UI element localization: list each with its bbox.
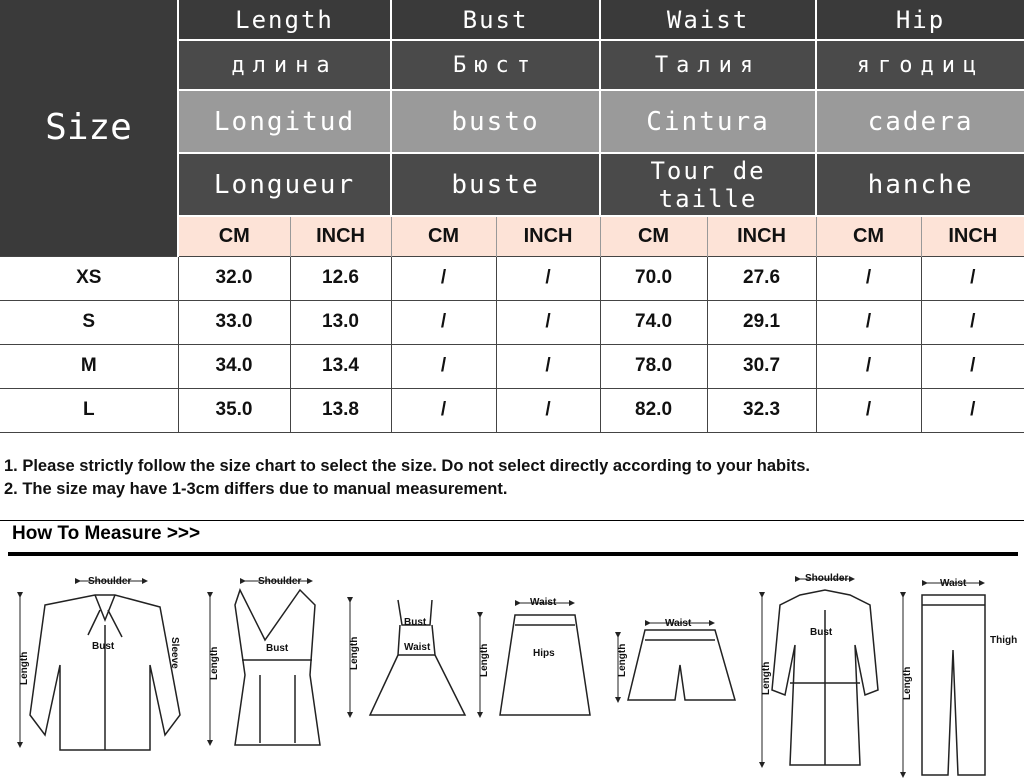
- table-cell: /: [816, 344, 921, 388]
- shorts-figure: [628, 630, 735, 700]
- table-row: [0, 344, 1024, 388]
- col-title-length: Length: [178, 0, 391, 40]
- table-cell: 30.7: [707, 344, 816, 388]
- coat-figure: [772, 590, 878, 765]
- section-divider: [0, 520, 1024, 521]
- label-shoulder: Shoulder: [805, 573, 849, 584]
- table-cell: 12.6: [290, 256, 391, 300]
- label-waist: Waist: [530, 597, 557, 608]
- table-cell: 13.8: [290, 388, 391, 432]
- unit-cell: CM: [816, 216, 921, 256]
- table-cell: 82.0: [600, 388, 707, 432]
- table-cell: /: [816, 300, 921, 344]
- table-cell: /: [921, 388, 1024, 432]
- label-length: Length: [19, 651, 30, 685]
- label-shoulder: Shoulder: [88, 576, 132, 587]
- label-waist: Waist: [940, 578, 967, 589]
- label-length: Length: [479, 643, 490, 677]
- label-bust: Bust: [266, 643, 289, 654]
- col-fr-hip: hanche: [816, 153, 1024, 216]
- label-length: Length: [617, 643, 628, 677]
- col-fr-length: Longueur: [178, 153, 391, 216]
- table-cell: /: [921, 344, 1024, 388]
- title-underline: [8, 552, 1018, 556]
- table-row: [0, 300, 1024, 344]
- size-label: XS: [0, 256, 178, 300]
- unit-cell: INCH: [290, 216, 391, 256]
- table-cell: /: [391, 300, 496, 344]
- label-bust: Bust: [810, 627, 833, 638]
- col-fr-waist: Tour de taille: [600, 153, 816, 216]
- table-cell: /: [496, 388, 600, 432]
- measure-illustrations: [0, 565, 1024, 783]
- label-thigh: Thigh: [990, 635, 1018, 646]
- table-cell: 32.0: [178, 256, 290, 300]
- table-cell: /: [816, 256, 921, 300]
- table-cell: 34.0: [178, 344, 290, 388]
- label-bust: Bust: [404, 617, 427, 628]
- unit-cell: INCH: [707, 216, 816, 256]
- label-sleeve: Sleeve: [169, 637, 180, 669]
- col-ru-waist: Талия: [600, 40, 816, 90]
- table-row: [0, 388, 1024, 432]
- size-header: Size: [0, 0, 178, 256]
- label-length: Length: [349, 636, 360, 670]
- col-title-bust: Bust: [391, 0, 600, 40]
- table-cell: /: [391, 256, 496, 300]
- table-cell: 13.4: [290, 344, 391, 388]
- table-cell: 27.6: [707, 256, 816, 300]
- table-cell: /: [496, 344, 600, 388]
- table-row: [0, 256, 1024, 300]
- label-length: Length: [761, 661, 772, 695]
- label-bust: Bust: [92, 641, 115, 652]
- table-cell: /: [391, 344, 496, 388]
- unit-cell: CM: [600, 216, 707, 256]
- how-to-measure-title: How To Measure >>>: [12, 523, 201, 544]
- jeans-figure: [922, 595, 985, 775]
- col-es-length: Longitud: [178, 90, 391, 153]
- table-cell: /: [816, 388, 921, 432]
- table-cell: 13.0: [290, 300, 391, 344]
- table-cell: /: [496, 256, 600, 300]
- table-cell: /: [921, 300, 1024, 344]
- unit-cell: CM: [391, 216, 496, 256]
- col-es-bust: busto: [391, 90, 600, 153]
- col-title-waist: Waist: [600, 0, 816, 40]
- table-cell: /: [496, 300, 600, 344]
- label-length: Length: [209, 646, 220, 680]
- table-cell: 70.0: [600, 256, 707, 300]
- col-title-hip: Hip: [816, 0, 1024, 40]
- table-cell: 33.0: [178, 300, 290, 344]
- size-label: L: [0, 388, 178, 432]
- note-2: 2. The size may have 1-3cm differs due to manual measurement.: [4, 480, 508, 498]
- col-fr-bust: buste: [391, 153, 600, 216]
- col-es-waist: Cintura: [600, 90, 816, 153]
- shirt-figure: [30, 595, 180, 750]
- skirt-figure: [500, 615, 590, 715]
- table-cell: 32.3: [707, 388, 816, 432]
- label-shoulder: Shoulder: [258, 576, 302, 587]
- note-1: 1. Please strictly follow the size chart to select the size. Do not select directly according to your habits.: [4, 457, 810, 475]
- table-cell: /: [391, 388, 496, 432]
- unit-cell: CM: [178, 216, 290, 256]
- unit-cell: INCH: [921, 216, 1024, 256]
- table-cell: 29.1: [707, 300, 816, 344]
- size-label: M: [0, 344, 178, 388]
- col-es-hip: cadera: [816, 90, 1024, 153]
- label-length: Length: [902, 666, 913, 700]
- table-cell: 35.0: [178, 388, 290, 432]
- table-cell: /: [921, 256, 1024, 300]
- label-waist: Waist: [404, 642, 431, 653]
- unit-cell: INCH: [496, 216, 600, 256]
- col-ru-hip: ягодиц: [816, 40, 1024, 90]
- table-cell: 78.0: [600, 344, 707, 388]
- col-ru-bust: Бюст: [391, 40, 600, 90]
- col-ru-length: длина: [178, 40, 391, 90]
- label-waist: Waist: [665, 618, 692, 629]
- size-label: S: [0, 300, 178, 344]
- label-hips: Hips: [533, 648, 555, 659]
- size-notes: [4, 455, 810, 501]
- vest-figure: [235, 590, 320, 745]
- table-cell: 74.0: [600, 300, 707, 344]
